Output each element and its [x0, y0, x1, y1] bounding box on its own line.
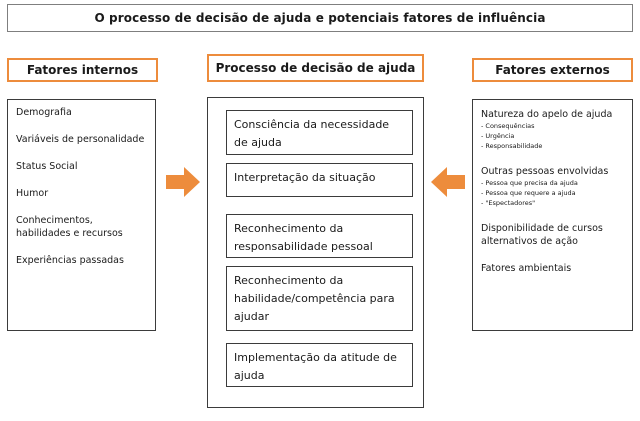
internal-factor: Status Social [16, 161, 78, 172]
external-factor-subitem: - Consequências [481, 122, 535, 130]
process-step: Reconhecimento da habilidade/competência para ajudar [226, 266, 413, 331]
process-step: Implementação da atitude de ajuda [226, 343, 413, 387]
process-step: Reconhecimento da responsabilidade pessoal [226, 214, 413, 258]
external-factor-subitem: - Responsabilidade [481, 142, 543, 150]
internal-factor: Demografia [16, 107, 72, 118]
external-factor-group [481, 222, 624, 248]
diagram-title: O processo de decisão de ajuda e potenciais fatores de influência [7, 4, 633, 32]
internal-factors-panel [7, 99, 156, 331]
external-factor-group [481, 108, 624, 151]
external-factor-group [481, 165, 624, 208]
external-factor-subitem: - Pessoa que precisa da ajuda [481, 179, 578, 187]
internal-factor: Experiências passadas [16, 255, 124, 266]
external-factor-title: Outras pessoas envolvidas [481, 166, 609, 177]
internal-factor: Variáveis de personalidade [16, 134, 145, 145]
internal-factor: Humor [16, 188, 49, 199]
process-step: Consciência da necessidade de ajuda [226, 110, 413, 155]
internal-factor: Conhecimentos, habilidades e recursos [16, 215, 123, 239]
right-arrow-icon [166, 167, 200, 197]
left-arrow-icon [431, 167, 465, 197]
header-decision-process: Processo de decisão de ajuda [207, 54, 424, 82]
header-external-factors: Fatores externos [472, 58, 633, 82]
external-factor-title: Disponibilidade de cursos alternativos de ação [481, 223, 603, 247]
external-factor-title: Fatores ambientais [481, 263, 572, 274]
external-factor-subitem: - Pessoa que requere a ajuda [481, 189, 576, 197]
external-factor-title: Natureza do apelo de ajuda [481, 109, 613, 120]
external-factor-group [481, 262, 624, 275]
external-factors-panel [472, 99, 633, 331]
external-factor-subitem: - Urgência [481, 132, 515, 140]
header-internal-factors: Fatores internos [7, 58, 158, 82]
external-factor-subitem: - "Espectadores" [481, 199, 536, 207]
process-step: Interpretação da situação [226, 163, 413, 197]
